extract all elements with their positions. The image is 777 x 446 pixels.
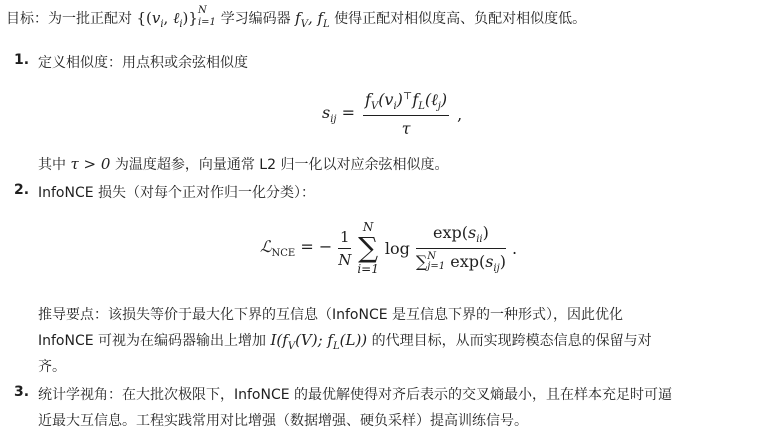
note-math: τ > 0 xyxy=(70,155,111,173)
intro-line xyxy=(6,6,586,30)
one-over-n: $\frac{1}{N}$ xyxy=(338,227,352,269)
note-prefix: 其中 xyxy=(38,157,66,173)
item-2-heading: InfoNCE 损失（对每个正对作归一化分类）： xyxy=(38,185,316,201)
infonce-fraction xyxy=(416,223,506,274)
intro-middle: 学习编码器 xyxy=(220,11,291,27)
infonce-trail: . xyxy=(511,238,518,258)
infonce-lhs: ℒ$_{NCE}$ = − xyxy=(260,237,333,259)
note-suffix: 为温度超参，向量通常 L2 归一化以对应余弦相似度。 xyxy=(114,157,449,173)
similarity-trail: , xyxy=(457,104,463,124)
item-1-formula xyxy=(322,90,462,138)
para-prefix: InfoNCE 可视为在编码器输出上增加 xyxy=(38,333,267,349)
similarity-numerator: $f_V(v_i)^⊤f_L(\ell_j)$ xyxy=(365,90,448,112)
log-label: log xyxy=(384,238,410,258)
para-suffix: 的代理目标，从而实现跨模态信息的保留与对 xyxy=(371,333,652,349)
infonce-denominator: ∑ N j=1 $\exp(s_{ij})$ xyxy=(415,250,506,274)
similarity-lhs: $s_{ij}$ = xyxy=(322,103,356,125)
intro-encoders: $f_V$, $f_L$ xyxy=(295,9,330,30)
item-2-formula xyxy=(260,220,517,276)
item-2-para-line-1: 推导要点：该损失等价于最大化下界的互信息（InfoNCE 是互信息下界的一种形式），因此优化 xyxy=(38,307,624,323)
para-math: $I(f_V(V)$; $f_L(L)$) xyxy=(270,331,368,352)
intro-tail: 使得正配对相似度高、负配对相似度低。 xyxy=(334,11,587,27)
item-2-para-line-2 xyxy=(38,330,652,352)
item-3-line-2: 近最大互信息。工程实践常用对比增强（数据增强、硬负采样）提高训练信号。 xyxy=(38,413,528,429)
item-1-note xyxy=(38,154,448,174)
item-3-number: 3. xyxy=(14,384,30,400)
intro-label: 目标：为一批正配对 xyxy=(6,11,132,27)
item-1-number: 1. xyxy=(14,52,30,68)
summation-sign: N ∑ i=1 xyxy=(357,220,379,276)
item-3-line-1: 统计学视角：在大批次极限下，InfoNCE 的最优解使得对齐后表示的交叉熵最小，且在样本充足时可逼 xyxy=(38,387,673,403)
intro-set-expression: {($v_i$, ℓ$_i$)} N i=1 xyxy=(136,5,216,30)
infonce-numerator: $\exp(s_{ii})$ xyxy=(433,222,489,245)
similarity-fraction xyxy=(363,90,449,138)
similarity-denominator: τ xyxy=(401,119,411,138)
item-2-para-line-3: 齐。 xyxy=(38,359,66,375)
item-1-heading: 定义相似度：用点积或余弦相似度 xyxy=(38,55,248,71)
item-2-number: 2. xyxy=(14,182,30,198)
